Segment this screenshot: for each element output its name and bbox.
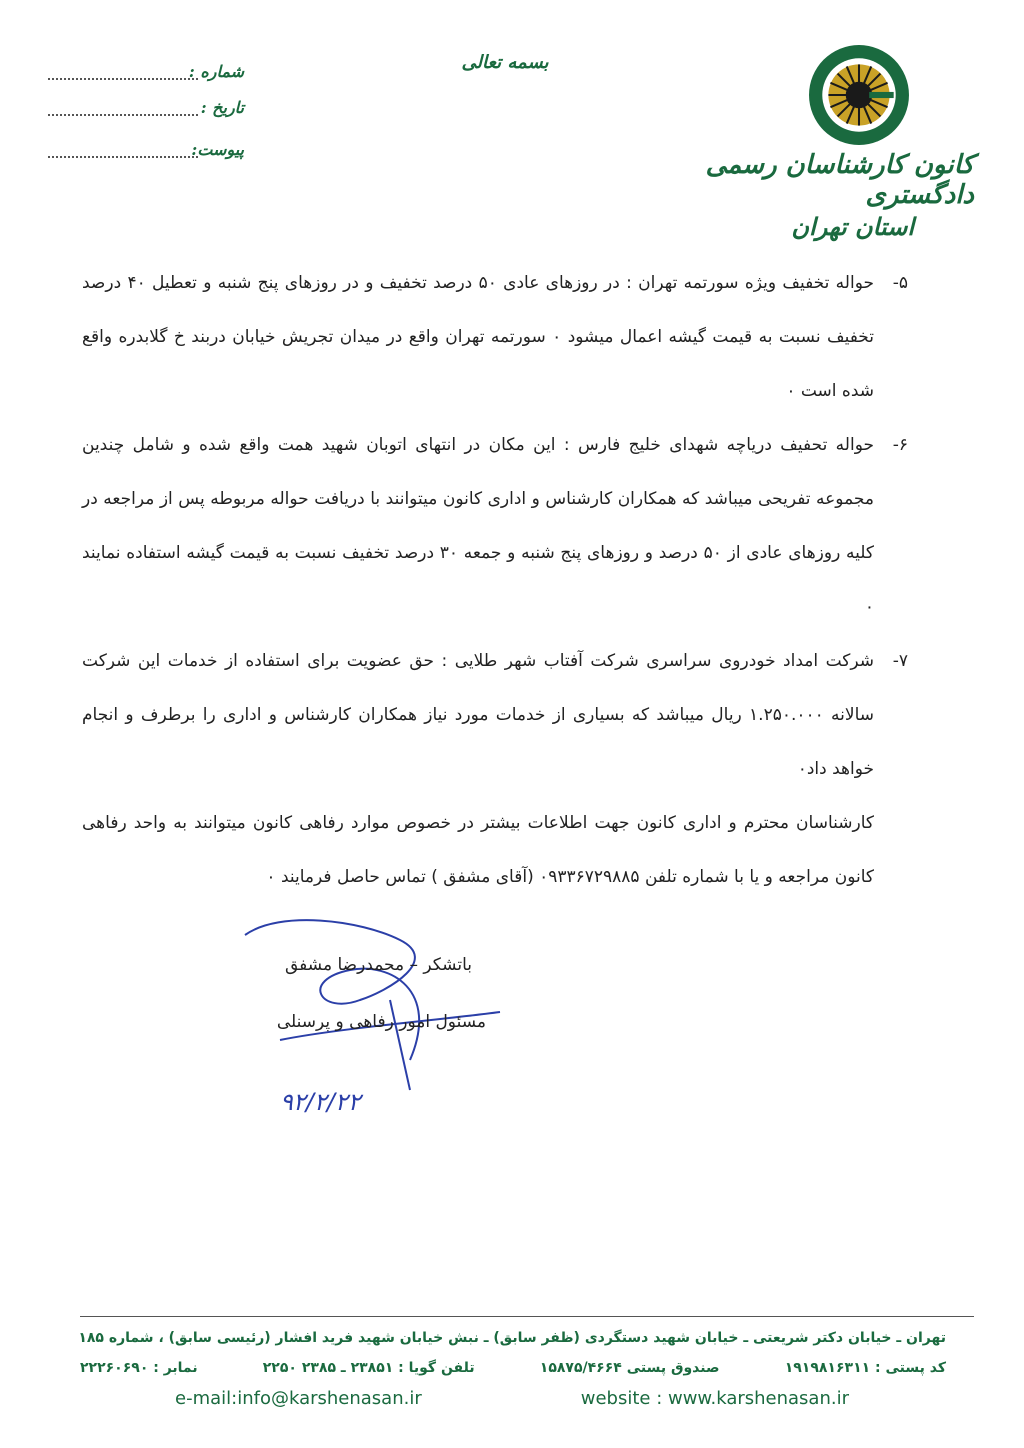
item-number: ۵-: [892, 273, 908, 293]
attachment-label: پیوست:: [191, 140, 244, 159]
footer-divider: [80, 1316, 974, 1317]
signer-name: باتشکر – محمدرضا مشفق: [285, 955, 472, 975]
item-text: کارشناسان محترم و اداری کانون جهت اطلاعات بیشتر در خصوص موارد رفاهی کانون میتوانند به واحد رفاهی کانون مراجعه و یا با شماره تلفن ۰۹۳۳۶۷۲۹۸۸۵ (آقای مشفق ) تماس حاصل فرمایند ٠: [82, 813, 874, 887]
footer-address: تهران ـ خیابان دکتر شریعتی ـ خیابان شهید دستگردی (ظفر سابق) ـ نبش خیابان شهید فرید افشار (رئیسی سابق) ، شماره ۱۸۵: [78, 1330, 946, 1346]
list-item: [82, 418, 908, 634]
number-label: شماره :: [188, 62, 244, 81]
footer-contact-row: [80, 1360, 946, 1376]
date-label: تاریخ :: [200, 98, 244, 117]
signer-title: مسئول امور رفاهی و پرسنلی: [276, 1012, 486, 1032]
attachment-field: [44, 140, 244, 166]
organization-logo-icon: [808, 44, 910, 146]
organization-branch: استان تهران: [791, 212, 914, 241]
item-text: حواله تحفیف دریاچه شهدای خلیج فارس : این مکان در انتهای اتوبان شهید همت واقع شده و شامل چندین مجموعه تفریحی میباشد که همکاران کارشناس و اداری کانون میتوانند با دریافت حواله مربوطه پس از مراجعه در کلیه روزهای عادی از ۵۰ درصد و روزهای پنج شنبه و جمعه ۳۰ درصد تخفیف نسبت به قیمت گیشه استفاده نمایند ٠: [82, 435, 874, 617]
closing-paragraph: [82, 796, 874, 904]
postal-code: کد پستی : ۱۹۱۹۸۱۶۳۱۱: [784, 1360, 946, 1376]
dotted-line: [48, 78, 198, 80]
website-link[interactable]: website : www.karshenasan.ir: [580, 1388, 849, 1409]
signature-date: ۹۲/۲/۲۲: [280, 1088, 361, 1116]
footer-web-row: [175, 1388, 849, 1409]
number-field: [44, 62, 244, 88]
fax-number: نمابر : ۲۲۲۶۰۶۹۰: [80, 1360, 198, 1376]
dotted-line: [48, 156, 198, 158]
list-item: [82, 256, 908, 418]
po-box: صندوق پستی ۱۵۸۷۵/۴۶۶۴: [539, 1360, 720, 1376]
item-number: ۷-: [892, 651, 908, 671]
item-text: شرکت امداد خودروی سراسری شرکت آفتاب شهر طلایی : حق عضویت برای استفاده از خدمات این شرکت سالانه ۱.۲۵۰.۰۰۰ ریال میباشد که بسیاری از خدمات مورد نیاز همکاران کارشناس و اداری را برطرف و انجام خواهد داد٠: [82, 651, 874, 779]
organization-name: کانون کارشناسان رسمی دادگستری: [705, 150, 974, 210]
item-number: ۶-: [892, 435, 908, 455]
basmala-heading: بسمه تعالی: [461, 52, 549, 73]
email-link[interactable]: e-mail:info@karshenasan.ir: [175, 1388, 422, 1409]
phone-number: تلفن گویا : ۲۳۸۵۱ ـ ۲۳۸۵ ۲۲۵۰: [262, 1360, 475, 1376]
list-item: [82, 634, 908, 796]
dotted-line: [48, 114, 198, 116]
item-text: حواله تخفیف ویژه سورتمه تهران : در روزهای عادی ۵۰ درصد تخفیف و در روزهای پنج شنبه و تعطیل ۴۰ درصد تخفیف نسبت به قیمت گیشه اعمال میشود ٠ سورتمه تهران واقع در میدان تجریش خیابان دربند خ گلابدره واقع شده است ٠: [82, 273, 874, 401]
date-field: [44, 98, 244, 124]
letter-body: [82, 256, 908, 904]
